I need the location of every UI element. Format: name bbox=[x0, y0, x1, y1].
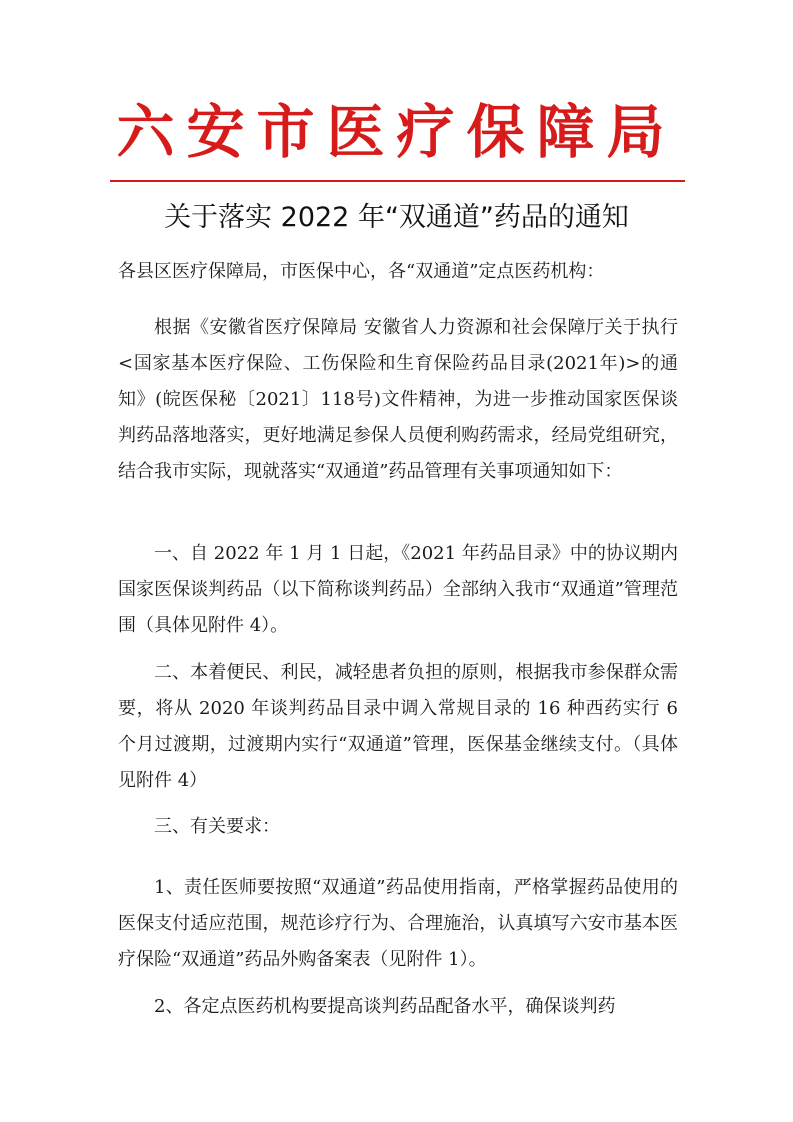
salutation-block bbox=[118, 254, 678, 290]
paragraph-item-3-text: 三、有关要求： bbox=[154, 816, 280, 837]
paragraph-item-2-text: 二、本着便民、利民，减轻患者负担的原则，根据我市参保群众需要，将从 2020 年谈判药品目录中调入常规目录的 16 种西药实行 6 个月过渡期，过渡期内实行“双通道”管理，医保基金继续支付。（具体见附件 4） bbox=[118, 662, 678, 791]
paragraph-intro bbox=[118, 310, 678, 490]
paragraph-requirement-1-text: 1、责任医师要按照“双通道”药品使用指南，严格掌握药品使用的医保支付适应范围，规范诊疗行为、合理施治，认真填写六安市基本医疗保险“双通道”药品外购备案表（见附件 1）。 bbox=[118, 877, 678, 970]
notice-title: 关于落实 2022 年“双通道”药品的通知 bbox=[164, 202, 629, 233]
paragraph-requirement-2-text: 2、各定点医药机构要提高谈判药品配备水平，确保谈判药 bbox=[154, 996, 616, 1017]
paragraph-requirement-2 bbox=[118, 989, 678, 1025]
letterhead-red-rule bbox=[110, 180, 685, 182]
agency-letterhead-title: 六安市医疗保障局 bbox=[116, 98, 677, 166]
paragraph-item-2 bbox=[118, 655, 678, 799]
paragraph-intro-text: 根据《安徽省医疗保障局 安徽省人力资源和社会保障厅关于执行<国家基本医疗保险、工伤保险和生育保险药品目录(2021年)>的通知》(皖医保秘〔2021〕118号)文件精神，为进一步推动国家医保谈判药品落地落实，更好地满足参保人员便利购药需求，经局党组研究，结合我市实际，现就落实“双通道”药品管理有关事项通知如下： bbox=[118, 317, 678, 482]
paragraph-item-1-text: 一、自 2022 年 1 月 1 日起，《2021 年药品目录》中的协议期内国家医保谈判药品（以下简称谈判药品）全部纳入我市“双通道”管理范围（具体见附件 4）。 bbox=[118, 543, 678, 636]
salutation-text: 各县区医疗保障局，市医保中心，各“双通道”定点医药机构： bbox=[118, 261, 605, 282]
paragraph-requirement-1 bbox=[118, 870, 678, 978]
paragraph-item-3 bbox=[118, 809, 678, 845]
paragraph-item-1 bbox=[118, 536, 678, 644]
